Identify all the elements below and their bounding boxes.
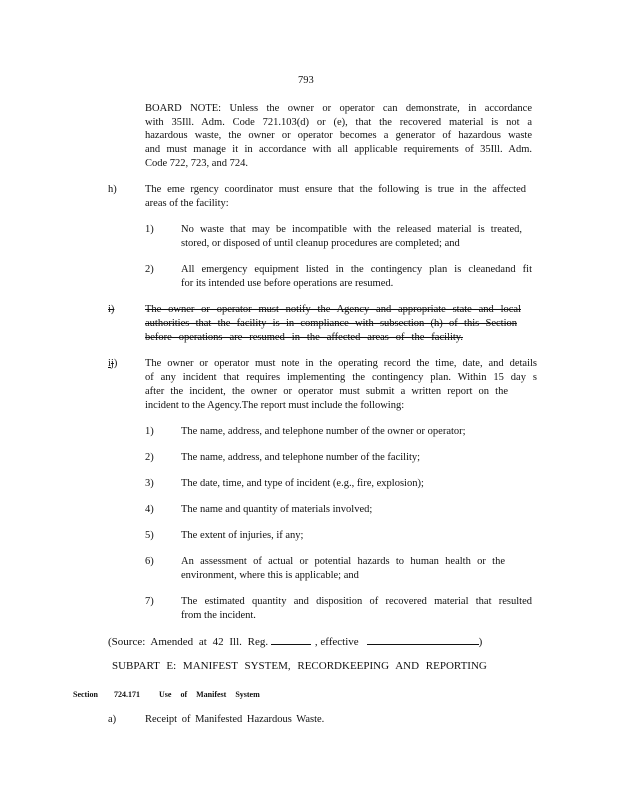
subitem-label: 7) (145, 596, 154, 607)
subitem-text-line: The estimated quantity and disposition of recovered material that resulted (181, 596, 532, 607)
subitem-label: 2) (145, 264, 154, 275)
subitem-text-line: All emergency equipment listed in the contingency plan is cleanedand fit (181, 264, 532, 275)
subitem-label: 3) (145, 478, 154, 489)
subitem-text-line: for its intended use before operations are resumed. (181, 278, 394, 289)
board-note-line: hazardous waste, the owner or operator becomes a generator of hazardous waste (145, 130, 532, 141)
effective-blank (367, 634, 479, 645)
board-note-line: BOARD NOTE: Unless the owner or operator can demonstrate, in accordance (145, 103, 532, 114)
section-title: Use of Manifest System (159, 690, 260, 699)
subitem-text-line: The name, address, and telephone number of the facility; (181, 452, 421, 463)
subitem-label: 1) (145, 426, 154, 437)
subitem-text-line: The date, time, and type of incident (e.g., fire, explosion); (181, 478, 424, 489)
item-text-line: The eme rgency coordinator must ensure that the following is true in the affected (145, 184, 526, 195)
item-label: i) (108, 304, 115, 315)
subitem-text-line: from the incident. (181, 610, 256, 621)
item-label: a) (108, 714, 117, 725)
subitem-text-line: No waste that may be incompatible with the released material is treated, (181, 224, 522, 235)
section-number: 724.171 (114, 690, 140, 699)
item-text-line: authorities that the facility is in compliance with subsection (h) of this Section (145, 318, 517, 329)
subitem-label: 6) (145, 556, 154, 567)
item-text-line: The owner or operator must notify the Agency and appropriate state and local (145, 304, 521, 315)
item-label-struck: j (110, 358, 114, 369)
item-text-line: incident to the Agency.The report must include the following: (145, 400, 405, 411)
source-close: ) (478, 636, 483, 648)
item-label-inserted: i (108, 358, 111, 369)
item-text-line: areas of the facility: (145, 198, 229, 209)
reg-blank (271, 634, 311, 645)
item-text-line: Receipt of Manifested Hazardous Waste. (145, 714, 325, 725)
subitem-text-line: stored, or disposed of until cleanup procedures are completed; and (181, 238, 460, 249)
source-effective: , effective (314, 636, 359, 648)
subitem-text-line: The extent of injuries, if any; (181, 530, 304, 541)
subitem-text-line: environment, where this is applicable; and (181, 570, 359, 581)
subitem-label: 2) (145, 452, 154, 463)
subitem-text-line: The name, address, and telephone number of the owner or operator; (181, 426, 466, 437)
source-prefix: (Source: Amended at 42 Ill. Reg. (108, 636, 269, 648)
section-label: Section (73, 690, 98, 699)
source-note (108, 634, 482, 650)
item-label-suffix: ) (113, 358, 118, 369)
subitem-text-line: The name and quantity of materials involved; (181, 504, 373, 515)
item-text-line: before operations are resumed in the affected areas of the facility. (145, 332, 463, 343)
subitem-label: 5) (145, 530, 154, 541)
board-note-line: and must manage it in accordance with all applicable requirements of 35Ill. Adm. (145, 144, 532, 155)
subitem-text-line: An assessment of actual or potential hazards to human health or the (181, 556, 505, 567)
item-label (108, 357, 117, 371)
item-text-line: The owner or operator must note in the operating record the time, date, and details (145, 358, 537, 369)
item-text-line: after the incident, the owner or operator must submit a written report on the (145, 386, 508, 397)
board-note-line: with 35Ill. Adm. Code 721.103(d) or (e), that the recovered material is not a (145, 117, 532, 128)
page-number: 793 (298, 75, 314, 86)
board-note-line: Code 722, 723, and 724. (145, 158, 248, 169)
item-label: h) (108, 184, 117, 195)
subpart-heading: SUBPART E: MANIFEST SYSTEM, RECORDKEEPING AND REPORTING (112, 660, 487, 672)
subitem-label: 1) (145, 224, 154, 235)
subitem-label: 4) (145, 504, 154, 515)
item-text-line: of any incident that requires implementing the contingency plan. Within 15 day s (145, 372, 537, 383)
